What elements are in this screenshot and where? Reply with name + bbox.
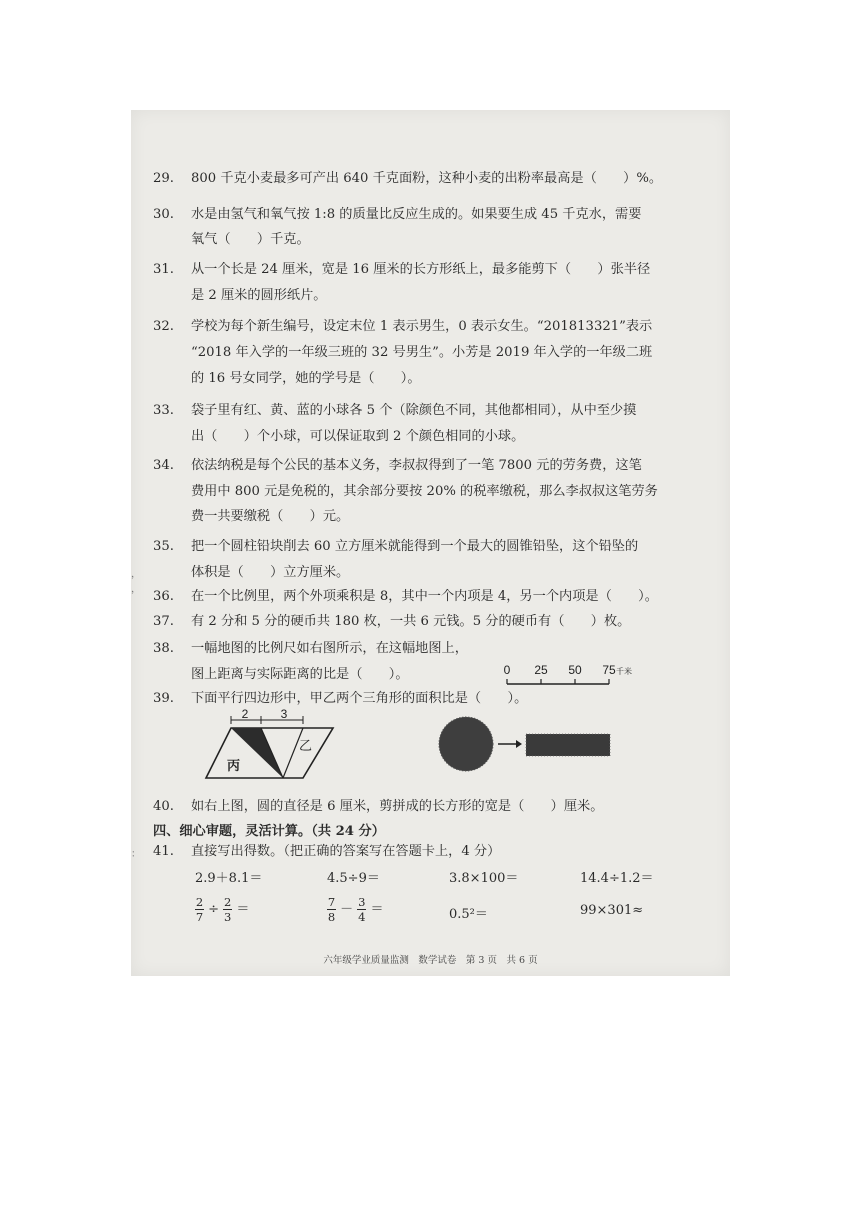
question-text: 直接写出得数。（把正确的答案写在答题卡上，4 分）: [191, 844, 501, 859]
denominator: 3: [224, 910, 232, 924]
scale-bar-graphic: [505, 662, 635, 692]
question-number: 33.: [153, 403, 174, 418]
question-number: 31.: [153, 262, 174, 277]
question-text: 依法纳税是每个公民的基本义务，李叔叔得到了一笔 7800 元的劳务费，这笔: [191, 458, 642, 473]
question-35: [153, 538, 638, 556]
calc-item-fraction-division: [195, 896, 249, 923]
question-text: 把一个圆柱铅块削去 60 立方厘米就能得到一个最大的圆锥铅坠，这个铅坠的: [191, 539, 639, 554]
question-41: [153, 843, 500, 861]
calc-item: 99×301≈: [580, 903, 644, 918]
numerator: 2: [224, 895, 232, 909]
question-39: [153, 690, 527, 708]
section-4-heading: 四、细心审题，灵活计算。（共 24 分）: [153, 824, 385, 839]
calc-item-fraction-subtraction: [327, 896, 383, 923]
question-29: [153, 170, 662, 188]
question-text: 袋子里有红、黄、蓝的小球各 5 个（除颜色不同，其他都相同），从中至少摸: [191, 403, 637, 418]
question-text: 有 2 分和 5 分的硬币共 180 枚，一共 6 元钱。5 分的硬币有（ ）枚。: [191, 614, 631, 629]
segment-label-3: 3: [280, 708, 288, 721]
question-32: [153, 318, 652, 336]
question-38: [153, 640, 468, 658]
question-number: 32.: [153, 319, 174, 334]
circle-to-rectangle-figure: [436, 710, 616, 780]
question-number: 37.: [153, 614, 174, 629]
question-32-cont: 的 16 号女同学，她的学号是（ ）。: [191, 371, 421, 386]
question-number: 41.: [153, 844, 174, 859]
fraction: [357, 896, 366, 923]
scale-tick-label: 50: [568, 663, 582, 677]
question-text: 800 千克小麦最多可产出 640 千克面粉，这种小麦的出粉率最高是（ ）%。: [191, 171, 663, 186]
parallelogram-figure: [203, 708, 343, 784]
question-text: 从一个长是 24 厘米，宽是 16 厘米的长方形纸上，最多能剪下（ ）张半径: [191, 262, 651, 277]
question-text: 学校为每个新生编号，设定末位 1 表示男生，0 表示女生。“201813321”表示: [191, 319, 653, 334]
segment-label-2: 2: [241, 708, 249, 721]
margin-mark: ，: [131, 569, 141, 580]
exam-page: [131, 110, 730, 976]
question-text: 在一个比例里，两个外项乘积是 8，其中一个内项是 4，另一个内项是（ ）。: [191, 589, 658, 604]
fraction: [223, 896, 232, 923]
denominator: 7: [195, 910, 204, 924]
question-text: 水是由氢气和氧气按 1:8 的质量比反应生成的。如果要生成 45 千克水，需要: [191, 207, 642, 222]
triangle-label-bing: 丙: [227, 759, 241, 774]
question-30-cont: 氧气（ ）千克。: [191, 232, 310, 247]
denominator: 8: [327, 910, 336, 924]
equals-sign: ＝: [236, 902, 250, 917]
question-34-cont: 费用中 800 元是免税的，其余部分要按 20% 的税率缴税，那么李叔叔这笔劳务: [191, 484, 658, 499]
fraction: [195, 896, 204, 923]
question-34-cont: 费一共要缴税（ ）元。: [191, 509, 350, 524]
question-number: 36.: [153, 589, 174, 604]
denominator: 4: [358, 910, 366, 924]
page-footer: 六年级学业质量监测 数学试卷 第 3 页 共 6 页: [323, 955, 538, 966]
question-31-cont: 是 2 厘米的圆形纸片。: [191, 288, 327, 303]
scale-tick-label: 25: [534, 663, 548, 677]
question-31: [153, 261, 650, 279]
calc-item: 4.5÷9＝: [327, 871, 380, 886]
question-number: 30.: [153, 207, 174, 222]
question-35-cont: 体积是（ ）立方厘米。: [191, 565, 350, 580]
question-text: 下面平行四边形中，甲乙两个三角形的面积比是（ ）。: [191, 691, 528, 706]
question-number: 40.: [153, 799, 174, 814]
calc-item: 0.5²＝: [449, 907, 488, 922]
question-40: [153, 798, 603, 816]
operator: －: [340, 902, 354, 917]
equals-sign: ＝: [370, 902, 384, 917]
question-33: [153, 402, 636, 420]
question-text: 一幅地图的比例尺如右图所示，在这幅地图上，: [191, 641, 468, 656]
question-30: [153, 206, 641, 224]
numerator: 2: [195, 895, 204, 909]
fraction: [327, 896, 336, 923]
question-36: [153, 588, 658, 606]
circle-rectangle-graphic: [436, 710, 616, 780]
question-33-cont: 出（ ）个小球，可以保证取到 2 个颜色相同的小球。: [191, 429, 525, 444]
scale-tick-label: 75: [602, 663, 616, 677]
scale-unit-label: 千米: [616, 667, 632, 676]
numerator: 7: [327, 895, 336, 909]
operator: ÷: [208, 902, 220, 917]
calc-item: 3.8×100＝: [449, 871, 519, 886]
parallelogram-graphic: [203, 708, 343, 784]
map-scale-bar: [505, 662, 635, 692]
question-number: 39.: [153, 691, 174, 706]
margin-mark: ，: [131, 584, 141, 595]
question-number: 34.: [153, 458, 174, 473]
question-number: 35.: [153, 539, 174, 554]
scale-tick-label: 0: [503, 663, 511, 677]
question-34: [153, 457, 642, 475]
margin-mark: ：: [131, 849, 141, 860]
calc-item: 14.4÷1.2＝: [580, 871, 654, 886]
calc-item: 2.9＋8.1＝: [195, 871, 263, 886]
triangle-label-yi: 乙: [299, 739, 313, 754]
question-number: 38.: [153, 641, 174, 656]
numerator: 3: [358, 895, 366, 909]
question-37: [153, 613, 630, 631]
question-number: 29.: [153, 171, 174, 186]
question-text: 如右上图，圆的直径是 6 厘米，剪拼成的长方形的宽是（ ）厘米。: [191, 799, 604, 814]
question-38-cont: 图上距离与实际距离的比是（ ）。: [191, 667, 409, 682]
question-32-cont: “2018 年入学的一年级三班的 32 号男生”。小芳是 2019 年入学的一年级二班: [191, 345, 653, 360]
